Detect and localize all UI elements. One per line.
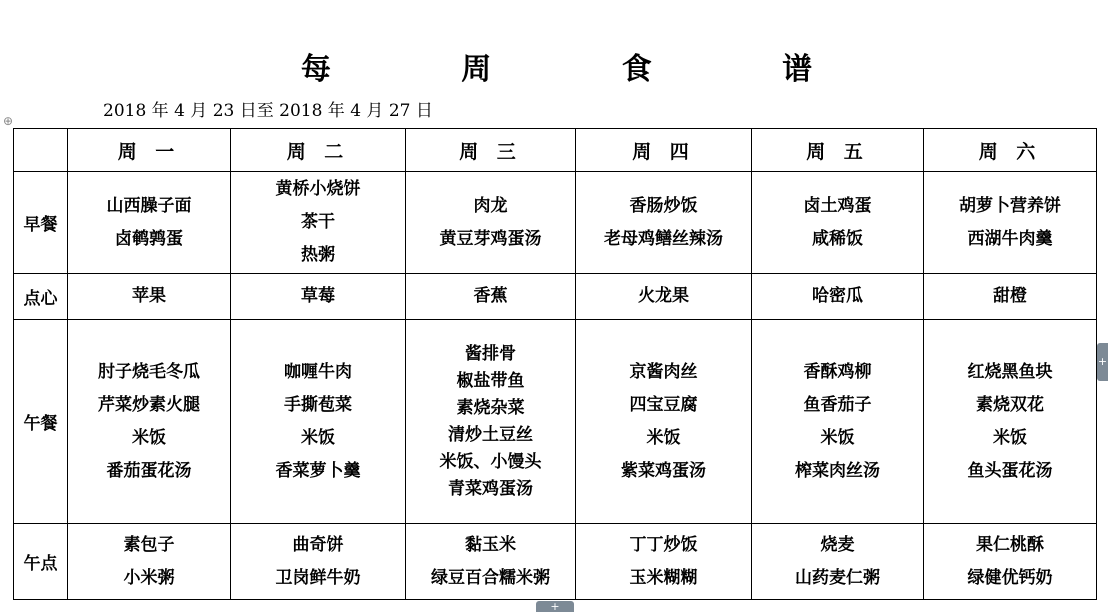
menu-item: 米饭、小馒头: [439, 451, 542, 472]
menu-cell[interactable]: [231, 172, 406, 274]
menu-item: 米饭: [132, 427, 166, 448]
menu-item: 火龙果: [638, 286, 689, 306]
page-title: 每 周 食 谱: [300, 52, 873, 87]
menu-cell[interactable]: [68, 524, 231, 600]
menu-item: 卫岗鲜牛奶: [275, 567, 361, 588]
menu-item: 鱼头蛋花汤: [967, 460, 1053, 481]
menu-item: 黄桥小烧饼: [275, 179, 361, 199]
menu-item: 热粥: [301, 245, 335, 265]
menu-cell[interactable]: [231, 524, 406, 600]
menu-item: 草莓: [301, 286, 335, 306]
menu-cell[interactable]: [68, 320, 231, 524]
menu-item: 香蕉: [473, 286, 508, 306]
menu-item: 玉米糊糊: [629, 567, 698, 588]
menu-cell[interactable]: [231, 320, 406, 524]
day-header: 周 三: [406, 129, 576, 172]
menu-cell[interactable]: [752, 320, 924, 524]
add-row-button[interactable]: +: [536, 601, 574, 612]
meal-label: 点心: [14, 274, 68, 320]
day-header: 周 二: [231, 129, 406, 172]
menu-item: 西湖牛肉羹: [967, 228, 1053, 249]
menu-item: 素烧杂菜: [456, 397, 525, 418]
menu-item: 胡萝卜营养饼: [959, 195, 1061, 216]
menu-item: 米饭: [993, 427, 1027, 448]
menu-item: 苹果: [132, 286, 166, 306]
menu-item: 素包子: [123, 534, 175, 555]
menu-item: 椒盐带鱼: [456, 370, 525, 391]
meal-row: [14, 172, 1097, 274]
menu-item: 酱排骨: [465, 343, 516, 364]
menu-item: 绿豆百合糯米粥: [431, 567, 550, 588]
menu-cell[interactable]: [924, 172, 1097, 274]
date-range: 2018 年 4 月 23 日至 2018 年 4 月 27 日: [103, 101, 433, 121]
menu-cell[interactable]: [752, 524, 924, 600]
menu-item: 咖喱牛肉: [284, 361, 352, 382]
menu-item: 芹菜炒素火腿: [98, 394, 200, 415]
menu-item: 米饭: [820, 427, 855, 448]
menu-item: 米饭: [646, 427, 681, 448]
menu-item: 鱼香茄子: [803, 394, 872, 415]
menu-item: 曲奇饼: [292, 534, 344, 555]
menu-cell[interactable]: [231, 274, 406, 320]
day-header: 周 五: [752, 129, 924, 172]
menu-cell[interactable]: [752, 172, 924, 274]
menu-item: 黄豆芽鸡蛋汤: [439, 228, 542, 249]
menu-cell[interactable]: [68, 274, 231, 320]
menu-item: 肉龙: [473, 195, 508, 216]
menu-item: 卤土鸡蛋: [803, 195, 872, 216]
corner-cell: [14, 129, 68, 172]
move-icon[interactable]: ⊕: [2, 114, 14, 128]
menu-item: 小米粥: [123, 567, 175, 588]
menu-item: 绿健优钙奶: [967, 567, 1053, 588]
menu-cell[interactable]: [406, 172, 576, 274]
header-row: [14, 129, 1097, 172]
menu-cell[interactable]: [406, 524, 576, 600]
menu-cell[interactable]: [576, 524, 752, 600]
meal-label: 午餐: [14, 320, 68, 524]
expand-column-button[interactable]: +: [1097, 343, 1108, 381]
meal-row: [14, 524, 1097, 600]
day-header: 周 六: [924, 129, 1097, 172]
day-header: 周 一: [68, 129, 231, 172]
menu-item: 紫菜鸡蛋汤: [621, 460, 706, 481]
menu-cell[interactable]: [924, 274, 1097, 320]
menu-item: 清炒土豆丝: [448, 424, 533, 445]
menu-item: 京酱肉丝: [629, 361, 698, 382]
menu-item: 茶干: [301, 212, 335, 232]
menu-item: 丁丁炒饭: [629, 534, 698, 555]
menu-item: 米饭: [301, 427, 335, 448]
menu-item: 老母鸡鳝丝辣汤: [604, 228, 723, 249]
menu-cell[interactable]: [68, 172, 231, 274]
menu-item: 卤鹌鹑蛋: [115, 228, 183, 249]
menu-cell[interactable]: [406, 320, 576, 524]
weekly-menu-table: [13, 128, 1097, 600]
menu-item: 山药麦仁粥: [795, 567, 880, 588]
menu-cell[interactable]: [406, 274, 576, 320]
menu-item: 红烧黑鱼块: [967, 361, 1053, 382]
menu-item: 甜橙: [993, 286, 1027, 306]
menu-item: 番茄蛋花汤: [106, 460, 192, 481]
menu-cell[interactable]: [924, 320, 1097, 524]
menu-item: 香酥鸡柳: [803, 361, 872, 382]
menu-cell[interactable]: [576, 274, 752, 320]
menu-item: 香菜萝卜羹: [275, 460, 361, 481]
menu-cell[interactable]: [924, 524, 1097, 600]
menu-item: 榨菜肉丝汤: [795, 460, 880, 481]
meal-label: 午点: [14, 524, 68, 600]
meal-row: [14, 274, 1097, 320]
menu-item: 哈密瓜: [812, 286, 863, 306]
day-header: 周 四: [576, 129, 752, 172]
menu-item: 果仁桃酥: [976, 534, 1044, 555]
menu-item: 肘子烧毛冬瓜: [98, 361, 200, 382]
menu-item: 素烧双花: [976, 394, 1044, 415]
menu-item: 山西臊子面: [106, 195, 192, 216]
menu-item: 香肠炒饭: [629, 195, 698, 216]
menu-item: 咸稀饭: [812, 228, 863, 249]
menu-item: 手撕苞菜: [284, 394, 352, 415]
meal-row: [14, 320, 1097, 524]
meal-label: 早餐: [14, 172, 68, 274]
menu-item: 黏玉米: [465, 534, 516, 555]
menu-item: 四宝豆腐: [629, 394, 698, 415]
menu-cell[interactable]: [752, 274, 924, 320]
menu-item: 青菜鸡蛋汤: [448, 478, 533, 499]
menu-cell[interactable]: [576, 320, 752, 524]
menu-cell[interactable]: [576, 172, 752, 274]
menu-item: 烧麦: [820, 534, 855, 555]
